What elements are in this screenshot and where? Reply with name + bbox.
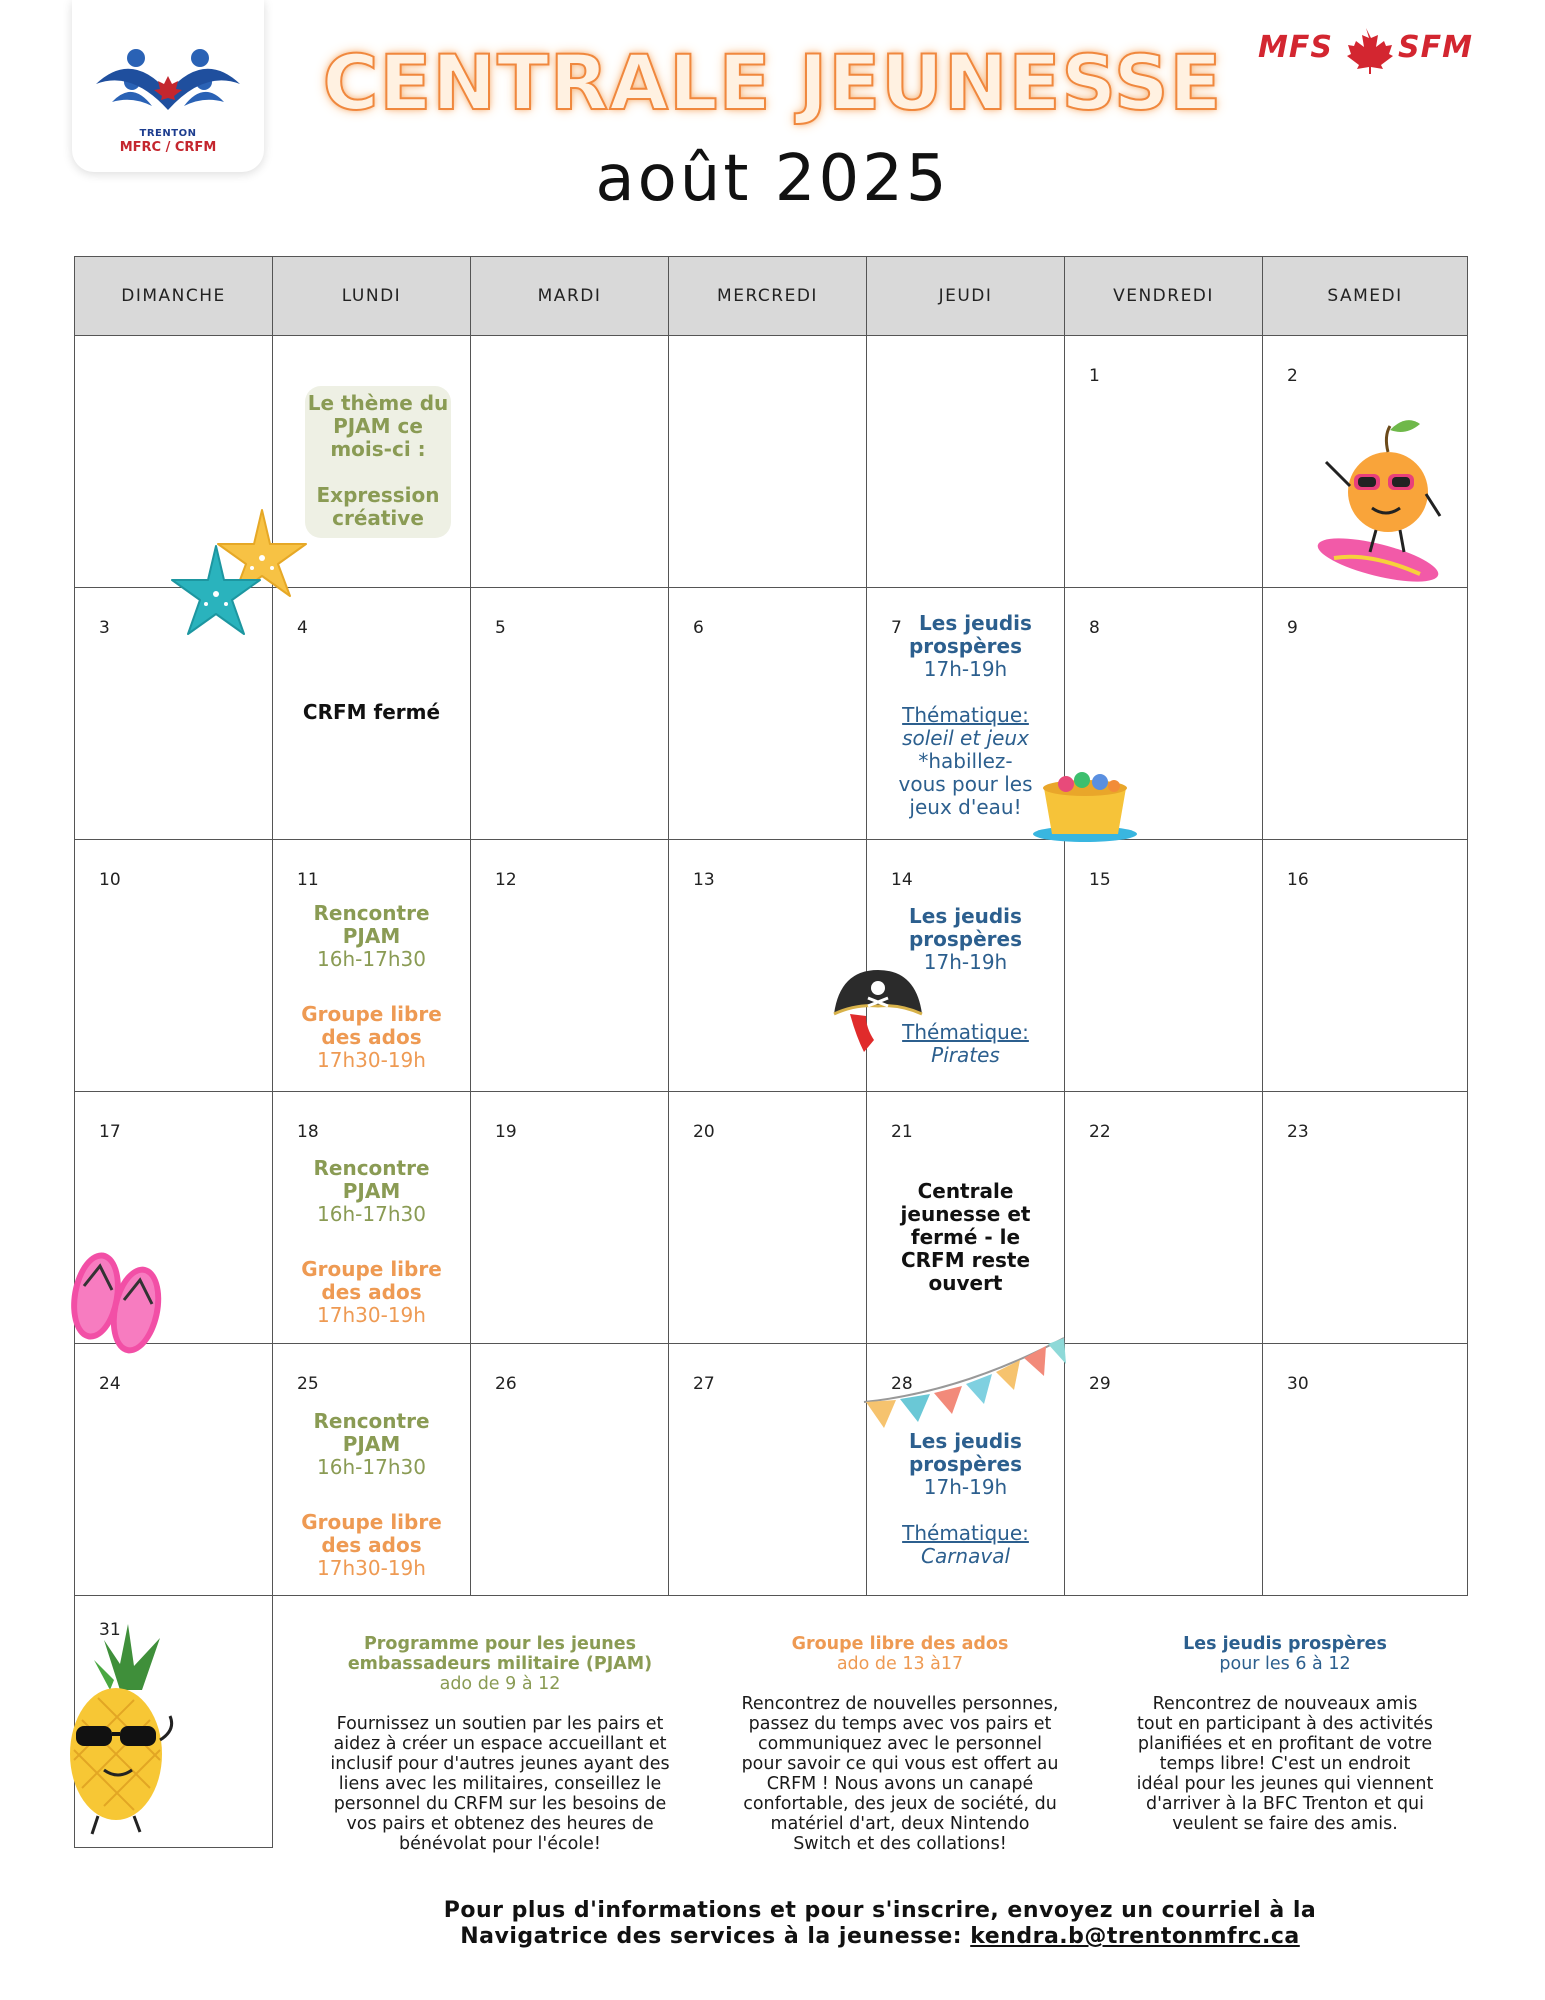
- closed-notice: jeunesse et: [900, 1202, 1031, 1226]
- day-number: 30: [1287, 1374, 1309, 1394]
- day-cell: [470, 587, 669, 840]
- day-number: 9: [1287, 618, 1298, 638]
- pjam-title: PJAM: [342, 1432, 401, 1456]
- day-number: 1: [1089, 366, 1100, 386]
- theme-value: soleil et jeux: [902, 726, 1029, 750]
- day-cell-empty: [866, 335, 1065, 588]
- jeudis-info: [1100, 1634, 1470, 1834]
- day-cell: [74, 1343, 273, 1596]
- day-cell-empty: [470, 335, 669, 588]
- closed-notice: CRFM reste: [900, 1248, 1031, 1272]
- day-number: 6: [693, 618, 704, 638]
- pjam-info-age: ado de 9 à 12: [439, 1674, 561, 1694]
- ados-title: Groupe libre: [301, 1510, 442, 1534]
- email-link[interactable]: kendra.b@trentonmfrc.ca: [970, 1924, 1300, 1949]
- day-header-wednesday: MERCREDI: [668, 256, 867, 336]
- day-header-thursday: JEUDI: [866, 256, 1065, 336]
- day-cell: [1064, 335, 1263, 588]
- day-number: 24: [99, 1374, 121, 1394]
- day-cell: [272, 839, 471, 1092]
- ados-info: [700, 1634, 1100, 1854]
- event-note: vous pour les: [898, 772, 1033, 796]
- pjam-title: Rencontre: [313, 901, 430, 925]
- day-cell: [272, 1343, 471, 1596]
- day-cell: [668, 1091, 867, 1344]
- day-number: 7: [891, 618, 902, 638]
- day-number: 14: [891, 870, 913, 890]
- day-cell: [1262, 587, 1468, 840]
- jeudis-info-text: idéal pour les jeunes qui viennent: [1136, 1774, 1434, 1794]
- day-number: 13: [693, 870, 715, 890]
- day-cell: [668, 1343, 867, 1596]
- event-title: prospères: [908, 1452, 1023, 1476]
- theme-line: PJAM ce: [333, 414, 423, 438]
- ados-title: des ados: [321, 1025, 422, 1049]
- day-number: 15: [1089, 870, 1111, 890]
- pjam-theme-box: [305, 386, 451, 538]
- event-title: prospères: [908, 927, 1023, 951]
- day-number: 2: [1287, 366, 1298, 386]
- day-number: 20: [693, 1122, 715, 1142]
- day-header-tuesday: MARDI: [470, 256, 669, 336]
- pjam-title: PJAM: [342, 1179, 401, 1203]
- ados-info-age: ado de 13 à17: [836, 1654, 964, 1674]
- logo-mfs: MFS: [1258, 30, 1333, 65]
- calendar-grid: [74, 256, 1468, 1640]
- pirate-hat-icon: [830, 966, 926, 1056]
- theme-label: Thématique:: [902, 1521, 1029, 1545]
- paint-bucket-icon: [1030, 770, 1140, 846]
- ados-info-text: CRFM ! Nous avons un canapé: [766, 1774, 1034, 1794]
- day-number: 26: [495, 1374, 517, 1394]
- event-note: *habillez-: [918, 749, 1013, 773]
- day-number: 25: [297, 1374, 319, 1394]
- ados-info-text: communiquez avec le personnel: [757, 1734, 1043, 1754]
- day-number: 28: [891, 1374, 913, 1394]
- logo-sfm: SFM: [1398, 30, 1473, 65]
- day-header-friday: VENDREDI: [1064, 256, 1263, 336]
- pjam-time: 16h-17h30: [317, 1202, 426, 1226]
- event-title: prospères: [908, 634, 1023, 658]
- pjam-title: Rencontre: [313, 1156, 430, 1180]
- footer-prefix: Navigatrice des services à la jeunesse:: [460, 1924, 971, 1949]
- event-title: Les jeudis: [909, 904, 1022, 928]
- day-cell: [470, 1343, 669, 1596]
- theme-name: Expression: [316, 483, 440, 507]
- day-cell: [74, 839, 273, 1092]
- ados-time: 17h30-19h: [317, 1048, 426, 1072]
- ados-info-title: Groupe libre des ados: [791, 1634, 1009, 1654]
- day-number: 31: [99, 1620, 121, 1640]
- theme-label: Thématique:: [902, 1020, 1029, 1044]
- day-cell: [1064, 839, 1263, 1092]
- logo-location: TRENTON: [139, 128, 197, 139]
- day-number: 19: [495, 1122, 517, 1142]
- starfish-icon: [166, 506, 316, 654]
- jeudis-info-text: Rencontrez de nouveaux amis: [1152, 1694, 1418, 1714]
- pjam-time: 16h-17h30: [317, 1455, 426, 1479]
- pjam-info-text: liens avec les militaires, conseillez le: [338, 1774, 662, 1794]
- month-title: août 2025: [595, 142, 950, 216]
- page-title: CENTRALE JEUNESSE: [322, 38, 1223, 127]
- pjam-info-text: vos pairs et obtenez des heures de: [346, 1814, 654, 1834]
- event-title: Les jeudis: [919, 611, 1032, 635]
- footer-line: Pour plus d'informations et pour s'inscrire, envoyez un courriel à la: [443, 1898, 1317, 1923]
- day-cell: [1262, 1343, 1468, 1596]
- day-number: 27: [693, 1374, 715, 1394]
- pjam-info-title: embassadeurs militaire (PJAM): [347, 1654, 653, 1674]
- day-cell: [470, 1091, 669, 1344]
- closed-notice: Centrale: [917, 1179, 1014, 1203]
- day-number: 16: [1287, 870, 1309, 890]
- day-cell: [866, 1091, 1065, 1344]
- orange-surfer-icon: [1300, 412, 1456, 592]
- day-cell: [1064, 1343, 1263, 1596]
- pjam-info: [300, 1634, 700, 1854]
- jeudis-info-text: veulent se faire des amis.: [1172, 1814, 1398, 1834]
- pjam-title: PJAM: [342, 924, 401, 948]
- ados-title: des ados: [321, 1533, 422, 1557]
- theme-name: créative: [332, 506, 424, 530]
- pjam-info-text: inclusif pour d'autres jeunes ayant des: [330, 1754, 670, 1774]
- ados-info-text: Switch et des collations!: [793, 1834, 1007, 1854]
- ados-info-text: passez du temps avec vos pairs et: [748, 1714, 1052, 1734]
- jeudis-info-text: temps libre! C'est un endroit: [1159, 1754, 1411, 1774]
- day-number: 4: [297, 618, 308, 638]
- ados-title: Groupe libre: [301, 1257, 442, 1281]
- pjam-info-text: personnel du CRFM sur les besoins de: [333, 1794, 667, 1814]
- day-header-monday: LUNDI: [272, 256, 471, 336]
- theme-value: Pirates: [931, 1043, 1000, 1067]
- pjam-info-text: bénévolat pour l'école!: [399, 1834, 601, 1854]
- day-number: 23: [1287, 1122, 1309, 1142]
- pjam-time: 16h-17h30: [317, 947, 426, 971]
- pineapple-icon: [64, 1620, 176, 1836]
- footer-line: [380, 1924, 1380, 1950]
- day-number: 29: [1089, 1374, 1111, 1394]
- day-header-sunday: DIMANCHE: [74, 256, 273, 336]
- footer-contact: [380, 1898, 1380, 1950]
- theme-line: Le thème du: [307, 391, 449, 415]
- ados-info-text: Rencontrez de nouvelles personnes,: [741, 1694, 1059, 1714]
- closed-notice: fermé - le: [910, 1225, 1021, 1249]
- jeudis-info-text: tout en participant à des activités: [1137, 1714, 1433, 1734]
- day-number: 8: [1089, 618, 1100, 638]
- day-number: 10: [99, 870, 121, 890]
- ados-info-text: confortable, des jeux de société, du: [743, 1794, 1057, 1814]
- day-cell-empty: [668, 335, 867, 588]
- pjam-info-text: Fournissez un soutien par les pairs et: [336, 1714, 664, 1734]
- ados-title: Groupe libre: [301, 1002, 442, 1026]
- day-cell: [470, 839, 669, 1092]
- day-number: 17: [99, 1122, 121, 1142]
- event-time: 17h-19h: [923, 950, 1008, 974]
- closed-notice: CRFM fermé: [302, 700, 441, 724]
- day-number: 5: [495, 618, 506, 638]
- ados-info-text: matériel d'art, deux Nintendo: [770, 1814, 1030, 1834]
- day-number: 3: [99, 618, 110, 638]
- event-note: jeux d'eau!: [909, 795, 1022, 819]
- day-cell: [1262, 839, 1468, 1092]
- day-cell: [1064, 1091, 1263, 1344]
- pjam-info-text: aidez à créer un espace accueillant et: [333, 1734, 667, 1754]
- day-number: 12: [495, 870, 517, 890]
- bunting-icon: [862, 1336, 1066, 1436]
- theme-label: Thématique:: [902, 703, 1029, 727]
- event-title: Les jeudis: [909, 1429, 1022, 1453]
- jeudis-info-age: pour les 6 à 12: [1219, 1654, 1351, 1674]
- logo-name: MFRC / CRFM: [119, 140, 217, 155]
- pjam-title: Rencontre: [313, 1409, 430, 1433]
- jeudis-info-text: d'arriver à la BFC Trenton et qui: [1145, 1794, 1425, 1814]
- day-number: 11: [297, 870, 319, 890]
- day-cell: [1262, 1091, 1468, 1344]
- jeudis-info-title: Les jeudis prospères: [1183, 1634, 1387, 1654]
- day-cell: [272, 1091, 471, 1344]
- day-number: 22: [1089, 1122, 1111, 1142]
- theme-line: mois-ci :: [330, 437, 426, 461]
- day-header-saturday: SAMEDI: [1262, 256, 1468, 336]
- mfs-sfm-logo: [1258, 24, 1490, 76]
- closed-notice: ouvert: [928, 1271, 1003, 1295]
- theme-value: Carnaval: [920, 1544, 1011, 1568]
- event-time: 17h-19h: [923, 1475, 1008, 1499]
- ados-time: 17h30-19h: [317, 1303, 426, 1327]
- pjam-info-title: Programme pour les jeunes: [363, 1634, 637, 1654]
- jeudis-info-text: planifiées et en profitant de votre: [1137, 1734, 1433, 1754]
- ados-info-text: pour savoir ce qui vous est offert au: [741, 1754, 1059, 1774]
- event-time: 17h-19h: [923, 657, 1008, 681]
- ados-title: des ados: [321, 1280, 422, 1304]
- flip-flops-icon: [60, 1246, 170, 1356]
- day-number: 21: [891, 1122, 913, 1142]
- maple-leaf-icon: [1338, 26, 1394, 74]
- ados-time: 17h30-19h: [317, 1556, 426, 1580]
- day-number: 18: [297, 1122, 319, 1142]
- day-cell: [668, 587, 867, 840]
